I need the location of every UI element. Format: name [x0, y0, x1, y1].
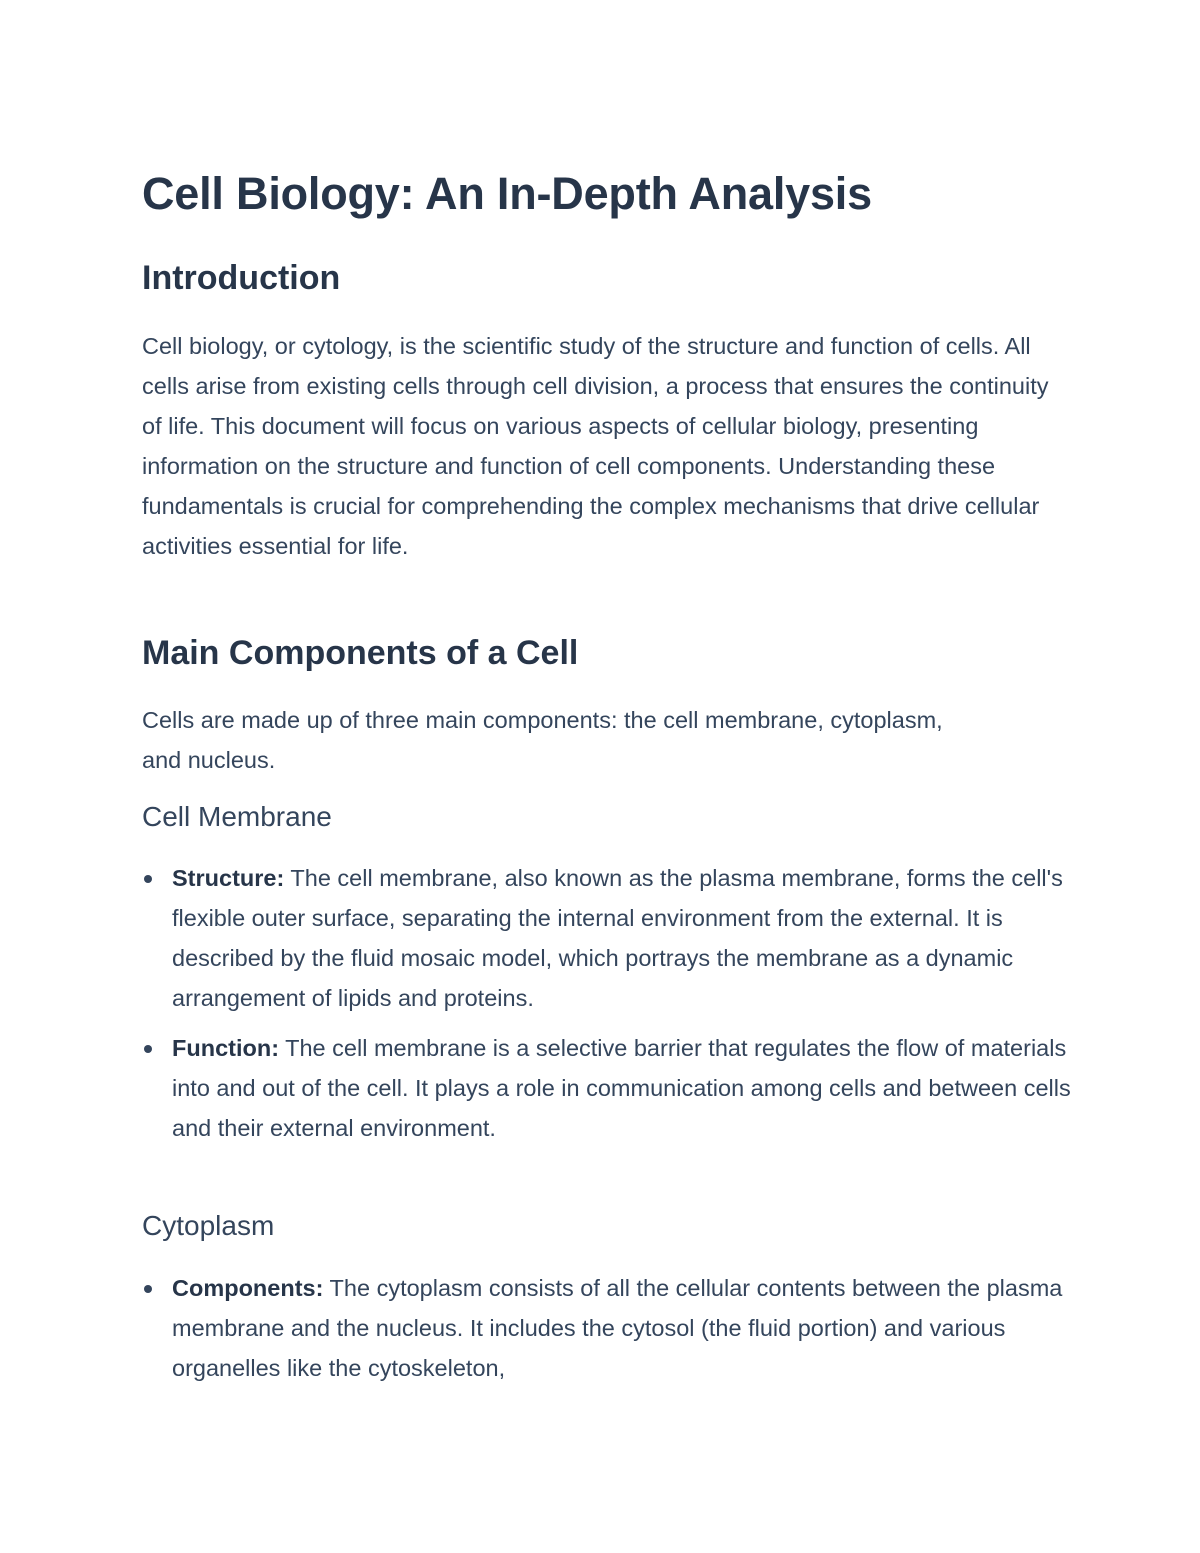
list-item-text: The cell membrane is a selective barrier that regulates the flow of materials into and out of the cell. It plays a role in communication among cells and between cells and their external environment.	[172, 1035, 1071, 1141]
list-item	[142, 1268, 1072, 1388]
list-item-label: Structure:	[172, 865, 285, 891]
document-title: Cell Biology: An In-Depth Analysis	[142, 168, 872, 219]
introduction-paragraph: Cell biology, or cytology, is the scientific study of the structure and function of cells. All cells arise from existing cells through cell division, a process that ensures the continuity of life. This document will focus on various aspects of cellular biology, presenting information on the structure and function of cell components. Understanding these fundamentals is crucial for comprehending the complex mechanisms that drive cellular activities essential for life.	[142, 333, 1049, 559]
bullet-icon	[144, 1045, 152, 1053]
bullet-icon	[144, 875, 152, 883]
bullet-icon	[144, 1285, 152, 1293]
cell-membrane-heading: Cell Membrane	[142, 801, 332, 832]
list-item-text: The cytoplasm consists of all the cellular contents between the plasma membrane and the nucleus. It includes the cytosol (the fluid portion) and various organelles like the cytoskeleton,	[172, 1275, 1063, 1381]
list-item	[142, 1028, 1072, 1148]
list-item-text: The cell membrane, also known as the plasma membrane, forms the cell's flexible outer surface, separating the internal environment from the external. It is described by the fluid mosaic model, which portrays the membrane as a dynamic arrangement of lipids and proteins.	[172, 865, 1063, 1011]
list-item	[142, 858, 1072, 1018]
main-components-heading: Main Components of a Cell	[142, 634, 579, 672]
cytoplasm-heading: Cytoplasm	[142, 1210, 275, 1241]
list-item-label: Components:	[172, 1275, 324, 1301]
introduction-heading: Introduction	[142, 259, 341, 297]
main-components-paragraph: Cells are made up of three main components: the cell membrane, cytoplasm, and nucleus.	[142, 707, 943, 773]
cell-membrane-list	[142, 858, 1072, 1148]
list-item-label: Function:	[172, 1035, 280, 1061]
cytoplasm-list	[142, 1268, 1072, 1388]
